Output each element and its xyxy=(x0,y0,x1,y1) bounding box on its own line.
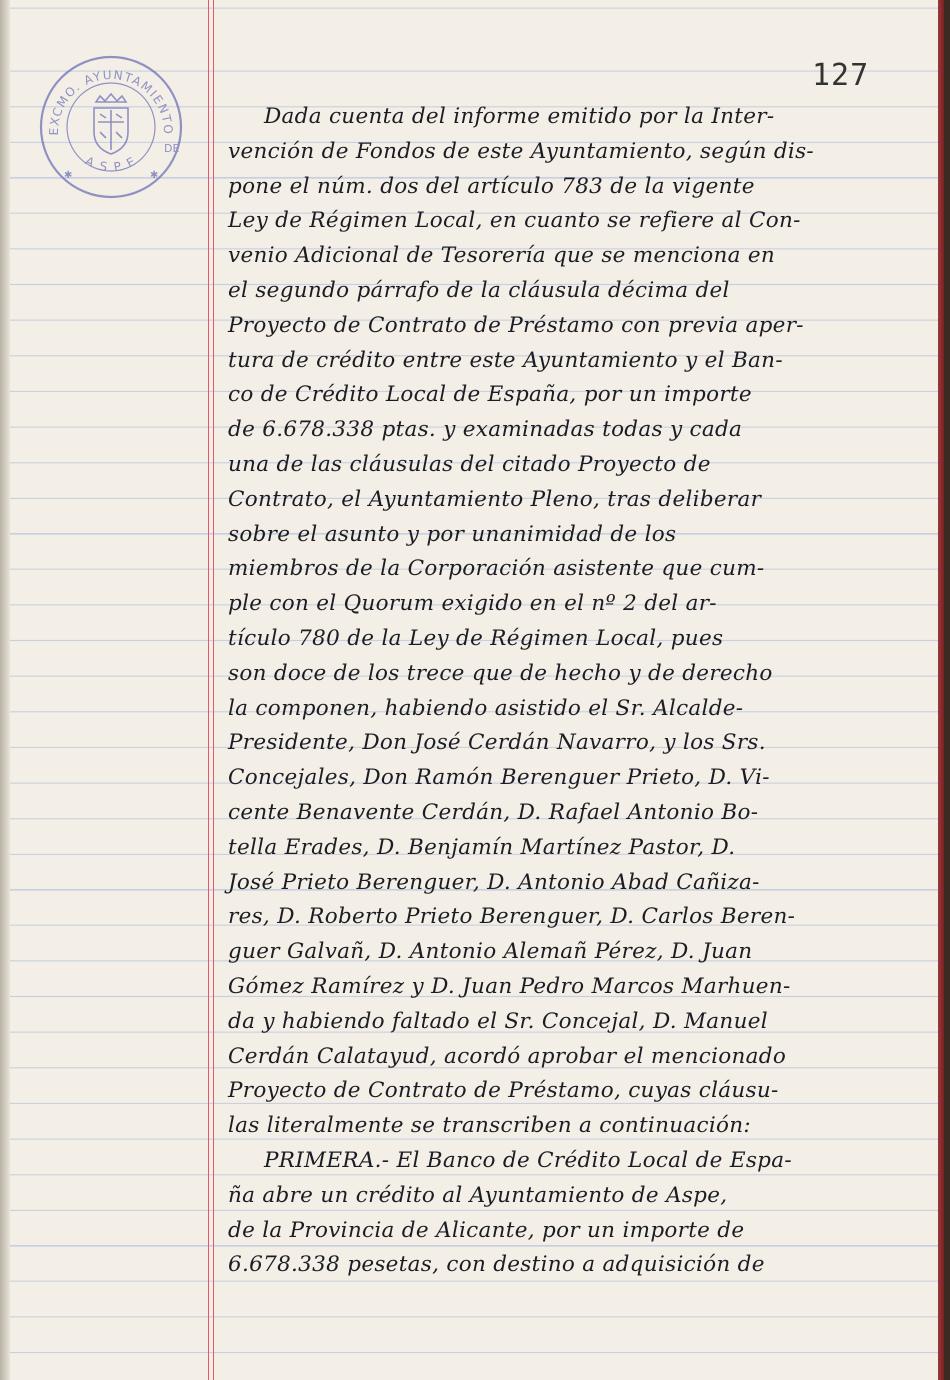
text-line: guer Galvañ, D. Antonio Alemañ Pérez, D. Juan xyxy=(228,939,753,965)
text-line: ña abre un crédito al Ayuntamiento de Aspe, xyxy=(228,1182,728,1208)
text-line: Dada cuenta del informe emitido por la Inter- xyxy=(264,104,775,129)
svg-text:✱: ✱ xyxy=(64,170,73,181)
text-line: una de las cláusulas del citado Proyecto de xyxy=(228,451,711,477)
text-line: res, D. Roberto Prieto Berenguer, D. Carlos Beren- xyxy=(228,904,796,930)
text-line: Concejales, Don Ramón Berenguer Prieto, D. Vi- xyxy=(228,765,770,791)
text-line: PRIMERA.- El Banco de Crédito Local de Espa- xyxy=(264,1147,792,1173)
text-line: da y habiendo faltado el Sr. Concejal, D. Manuel xyxy=(228,1008,768,1034)
text-line: tura de crédito entre este Ayuntamiento y el Ban- xyxy=(228,347,783,373)
text-line: pone el núm. dos del artículo 783 de la vigente xyxy=(228,173,755,199)
book-binding-edge xyxy=(938,0,944,1380)
svg-text:A S P E xyxy=(83,154,139,175)
text-line: de la Provincia de Alicante, por un importe de xyxy=(228,1217,745,1243)
text-line: de 6.678.338 ptas. y examinadas todas y cada xyxy=(228,417,743,443)
svg-text:✱: ✱ xyxy=(150,170,159,181)
seal-right-text: DE xyxy=(164,142,180,155)
text-line: Proyecto de Contrato de Préstamo con previa aper- xyxy=(228,312,804,338)
text-line: tella Erades, D. Benjamín Martínez Pastor, D. xyxy=(228,834,736,860)
text-line: tículo 780 de la Ley de Régimen Local, pues xyxy=(228,625,724,651)
text-line: sobre el asunto y por unanimidad de los xyxy=(228,521,677,547)
margin-line-left xyxy=(208,0,209,1380)
seal-top-text: EXCMO. AYUNTAMIENTO xyxy=(46,67,176,136)
page-number: 127 xyxy=(812,58,870,93)
text-line: vención de Fondos de este Ayuntamiento, según dis- xyxy=(228,138,814,164)
text-line: miembros de la Corporación asistente que cum- xyxy=(228,556,765,582)
seal-bottom-text: A S P E xyxy=(82,153,140,175)
text-line: ple con el Quorum exigido en el nº 2 del ar- xyxy=(228,591,717,617)
text-line: Cerdán Calatayud, acordó aprobar el mencionado xyxy=(228,1043,787,1069)
text-line: 6.678.338 pesetas, con destino a adquisición de xyxy=(228,1252,765,1278)
margin-line-right xyxy=(213,0,214,1380)
text-line: venio Adicional de Tesorería que se menciona en xyxy=(228,243,776,269)
text-line: la componen, habiendo asistido el Sr. Alcalde- xyxy=(228,695,744,721)
text-line: Gómez Ramírez y D. Juan Pedro Marcos Marhuen- xyxy=(228,973,791,999)
text-line: el segundo párrafo de la cláusula décima del xyxy=(228,277,730,303)
text-line: las literalmente se transcriben a continuación: xyxy=(228,1113,751,1139)
page-left-edge xyxy=(0,0,10,1380)
text-line: Ley de Régimen Local, en cuanto se refiere al Con- xyxy=(228,208,801,234)
text-line: Proyecto de Contrato de Préstamo, cuyas cláusu- xyxy=(228,1078,779,1104)
coat-of-arms-icon xyxy=(94,94,128,154)
text-line: Contrato, el Ayuntamiento Pleno, tras deliberar xyxy=(228,486,762,512)
text-line: son doce de los trece que de hecho y de derecho xyxy=(228,660,773,686)
text-line: co de Crédito Local de España, por un importe xyxy=(228,382,752,408)
handwritten-minutes-text xyxy=(228,100,918,1283)
text-line: Presidente, Don José Cerdán Navarro, y los Srs. xyxy=(228,730,766,756)
text-line: cente Benavente Cerdán, D. Rafael Antonio Bo- xyxy=(228,799,759,825)
municipal-seal-stamp xyxy=(36,52,186,202)
text-line: José Prieto Berenguer, D. Antonio Abad Cañiza- xyxy=(228,869,760,895)
